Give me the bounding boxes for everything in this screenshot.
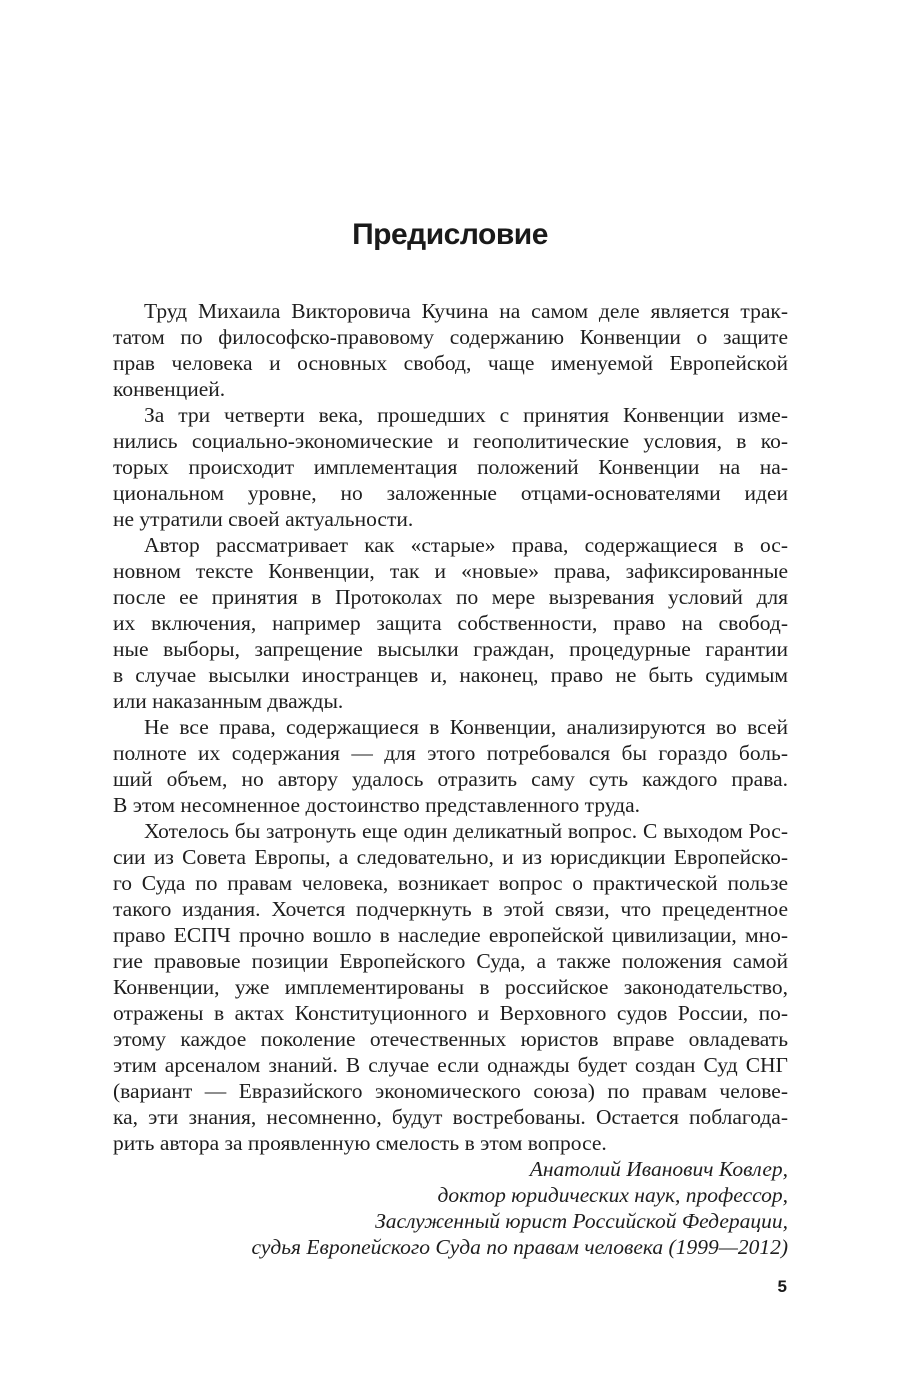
paragraph-line-row (113, 324, 788, 350)
paragraph-5-line: право ЕСПЧ прочно вошло в наследие европейской цивилизации, мно- (113, 923, 788, 947)
paragraph-3-line: их включения, например защита собственности, право на свобод- (113, 611, 788, 635)
page-number: 5 (777, 1277, 787, 1296)
paragraph-1-line: татом по философско-правовому содержанию Конвенции о защите (113, 325, 788, 349)
paragraph-line-row (113, 1052, 788, 1078)
paragraph-4-line: В этом несомненное достоинство представленного труда. (113, 793, 641, 817)
paragraph-5-line: отражены в актах Конституционного и Верховного судов России, по- (113, 1001, 788, 1025)
paragraph-line-row (113, 428, 788, 454)
paragraph-line-row (113, 610, 788, 636)
paragraph-2-line: нились социально-экономические и геополитические условия, в ко- (113, 429, 788, 453)
paragraph-line-row (113, 1104, 788, 1130)
paragraph-5-line: го Суда по правам человека, возникает вопрос о практической пользе (113, 871, 788, 895)
paragraph-3-line: после ее принятия в Протоколах по мере вызревания условий для (113, 585, 788, 609)
paragraph-5-line: этому каждое поколение отечественных юристов вправе овладевать (113, 1027, 788, 1051)
paragraph-line-row (113, 298, 788, 324)
paragraph-line-row (113, 792, 788, 818)
paragraph-line-row (113, 766, 788, 792)
paragraph-line-row (113, 454, 788, 480)
paragraph-3-line: в случае высылки иностранцев и, наконец, право не быть судимым (113, 663, 788, 687)
paragraph-line-row (113, 584, 788, 610)
paragraph-line-row (113, 558, 788, 584)
signature-line: доктор юридических наук, профессор, (437, 1183, 788, 1207)
paragraph-2-line: циональном уровне, но заложенные отцами-основателями идеи (113, 481, 788, 505)
paragraph-line-row (113, 714, 788, 740)
paragraph-4-line: Не все права, содержащиеся в Конвенции, анализируются во всей (144, 715, 788, 739)
paragraph-line-row (113, 402, 788, 428)
paragraph-1-line: конвенцией. (113, 377, 226, 401)
paragraph-line-row (113, 1130, 788, 1156)
paragraph-line-row (113, 662, 788, 688)
page-title: Предисловие (352, 218, 548, 251)
paragraph-2-line: торых происходит имплементация положений Конвенции на на- (113, 455, 788, 479)
paragraph-5-line: гие правовые позиции Европейского Суда, а также положения самой (113, 949, 788, 973)
paragraph-line-row (113, 844, 788, 870)
paragraph-2-line: За три четверти века, прошедших с принятия Конвенции изме- (144, 403, 788, 427)
paragraph-5-line: Хотелось бы затронуть еще один деликатный вопрос. С выходом Рос- (144, 819, 788, 843)
paragraph-line-row (113, 922, 788, 948)
paragraph-line-row (113, 636, 788, 662)
paragraph-5-line: этим арсеналом знаний. В случае если однажды будет создан Суд СНГ (113, 1053, 788, 1077)
paragraph-line-row (113, 870, 788, 896)
signature-line: судья Европейского Суда по правам человека (1999—2012) (251, 1235, 788, 1259)
signature-line: Заслуженный юрист Российской Федерации, (375, 1209, 788, 1233)
paragraph-4-line: полноте их содержания — для этого потребовался бы гораздо боль- (113, 741, 788, 765)
paragraph-5-line: (вариант — Евразийского экономического союза) по правам челове- (113, 1079, 788, 1103)
paragraph-line-row (113, 974, 788, 1000)
paragraph-5-line: сии из Совета Европы, а следовательно, и из юрисдикции Европейско- (113, 845, 788, 869)
signature-line: Анатолий Иванович Ковлер, (529, 1157, 788, 1181)
paragraph-line-row (113, 532, 788, 558)
paragraph-line-row (113, 506, 788, 532)
author-signature (113, 1156, 788, 1260)
paragraph-5-line: такого издания. Хочется подчеркнуть в этой связи, что прецедентное (113, 897, 788, 921)
paragraph-line-row (113, 480, 788, 506)
paragraph-line-row (113, 688, 788, 714)
paragraph-line-row (113, 1000, 788, 1026)
paragraph-3-line: ные выборы, запрещение высылки граждан, процедурные гарантии (113, 637, 788, 661)
paragraph-5-line: рить автора за проявленную смелость в этом вопросе. (113, 1131, 607, 1155)
paragraph-line-row (113, 376, 788, 402)
paragraph-line-row (113, 818, 788, 844)
paragraph-2-line: не утратили своей актуальности. (113, 507, 414, 531)
paragraph-line-row (113, 740, 788, 766)
paragraph-1-line: Труд Михаила Викторовича Кучина на самом деле является трак- (144, 299, 788, 323)
paragraph-5-line: Конвенции, уже имплементированы в российское законодательство, (113, 975, 788, 999)
paragraph-line-row (113, 1026, 788, 1052)
paragraph-line-row (113, 1078, 788, 1104)
paragraph-5-line: ка, эти знания, несомненно, будут востребованы. Остается поблагода- (113, 1105, 788, 1129)
paragraph-3-line: новном тексте Конвенции, так и «новые» права, зафиксированные (113, 559, 788, 583)
paragraph-line-row (113, 350, 788, 376)
paragraph-line-row (113, 896, 788, 922)
paragraph-line-row (113, 948, 788, 974)
paragraph-3-line: или наказанным дважды. (113, 689, 344, 713)
paragraph-4-line: ший объем, но автору удалось отразить саму суть каждого права. (113, 767, 788, 791)
paragraph-3-line: Автор рассматривает как «старые» права, содержащиеся в ос- (144, 533, 788, 557)
preface-body (113, 298, 788, 1156)
paragraph-1-line: прав человека и основных свобод, чаще именуемой Европейской (113, 351, 788, 375)
